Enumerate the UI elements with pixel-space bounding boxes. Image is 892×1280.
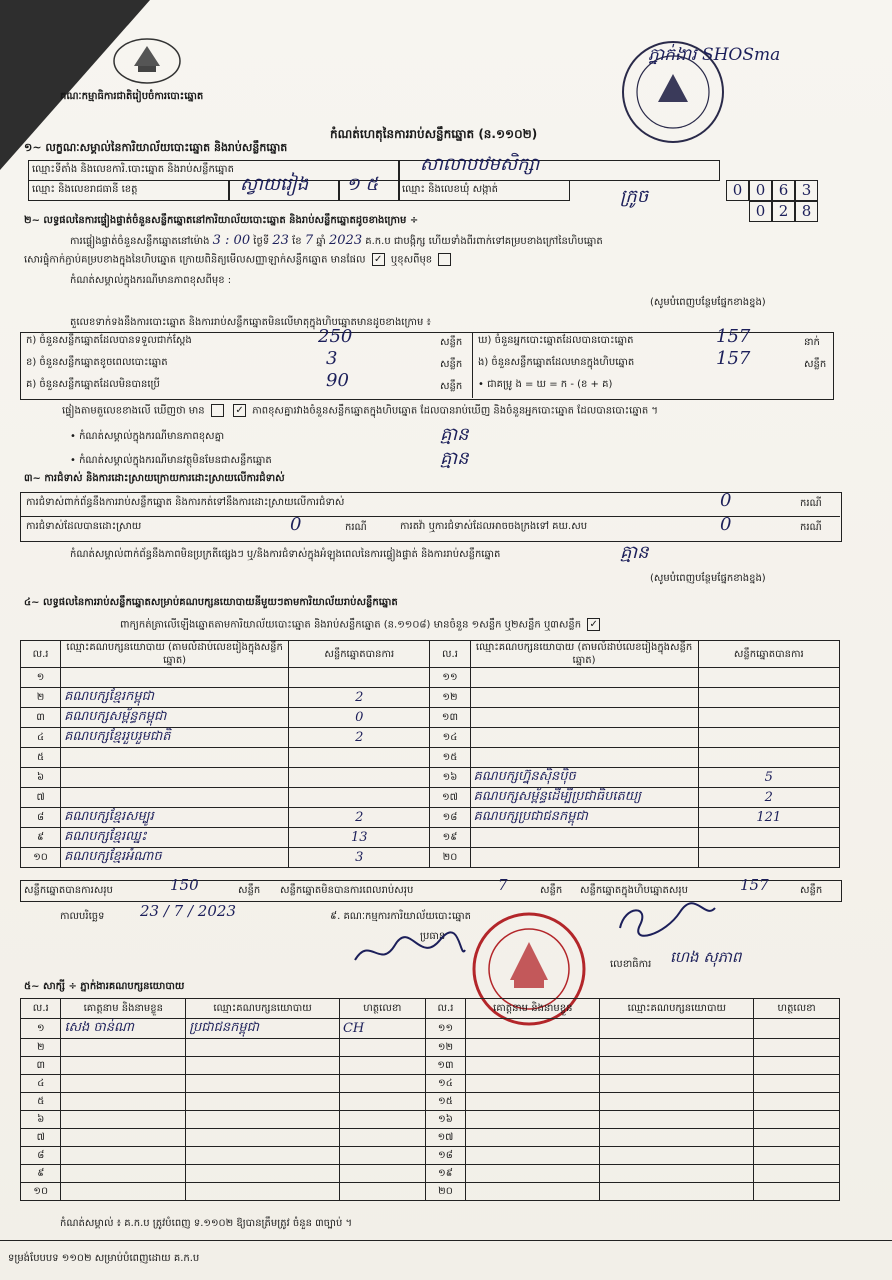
witness-signature xyxy=(754,1057,840,1075)
section3-row2-label: ការជំទាស់ដែលបានដោះស្រាយ xyxy=(26,521,142,532)
table-row xyxy=(21,1075,840,1093)
footer-rule xyxy=(0,1240,892,1241)
total-box-label: សន្លឹកឆ្នោតក្នុងហិបឆ្នោតសរុប xyxy=(580,885,688,896)
table-row xyxy=(21,1129,840,1147)
vote-count xyxy=(698,728,839,748)
code-digit: 0 xyxy=(749,201,772,222)
table-row xyxy=(21,1111,840,1129)
code-digit: 8 xyxy=(795,201,818,222)
total-valid-label: សន្លឹកឆ្នោតបានការសរុប xyxy=(24,885,113,896)
vote-count: 3 xyxy=(289,848,430,868)
party-name: គណបក្សសម្ព័ន្ធដើម្បីប្រជាធិបតេយ្យ xyxy=(470,788,698,808)
witness-signature xyxy=(339,1147,425,1165)
witness-signature xyxy=(754,1147,840,1165)
witness-signature xyxy=(339,1183,425,1201)
row-no: ១៨ xyxy=(430,808,470,828)
section3-unit: ករណី xyxy=(345,522,367,533)
table-row xyxy=(21,748,840,768)
witness-name xyxy=(61,1075,186,1093)
witness-party xyxy=(600,1057,754,1075)
note-b-value: គ្មាន xyxy=(440,448,469,469)
section3-row2-right-value: 0 xyxy=(720,514,732,535)
vote-count: 2 xyxy=(289,688,430,708)
row-no: ១៤ xyxy=(430,728,470,748)
year-value: 2023 xyxy=(329,233,363,248)
section4-title: ៤~ លទ្ធផលនៃការរាប់សន្លឹកឆ្នោតសម្រាប់គណបក្សនយោបាយនីមួយៗតាមការិយាល័យរាប់សន្លឹកឆ្នោត xyxy=(24,597,398,608)
party-name: គណបក្សប្រជាជនកម្ពុជា xyxy=(470,808,698,828)
president-signature-icon xyxy=(350,930,470,975)
code-digit: 6 xyxy=(772,180,795,201)
witness-name xyxy=(466,1019,600,1039)
compare-line: ផ្ទៀងតាមតួលេខខាងលើ ឃើញថា មាន ✓ ភាពខុសគ្នារវាងចំនួនសន្លឹកឆ្នោតក្នុងហិបឆ្នោត ដែលបានរាប់ឃើញ និងចំនួនអ្នកបោះឆ្នោត ដែលបានបោះឆ្នោត ។ xyxy=(62,405,658,417)
col-name: គោត្តនាម និងនាមខ្លួន xyxy=(61,999,186,1019)
col-party: ឈ្មោះគណបក្សនយោបាយ (តាមលំដាប់លេខរៀងក្នុងសន្លឹកឆ្នោត) xyxy=(61,641,289,668)
day-value: 23 xyxy=(272,233,289,248)
committee-name: គណៈកម្មាធិការជាតិរៀបចំការបោះឆ្នោត xyxy=(60,91,204,102)
witness-name xyxy=(466,1057,600,1075)
witness-party xyxy=(186,1165,340,1183)
row-no: ១៧ xyxy=(430,788,470,808)
witness-name xyxy=(61,1129,186,1147)
witness-party xyxy=(600,1075,754,1093)
compare-no-checkbox[interactable]: ✓ xyxy=(233,404,246,417)
party-name xyxy=(470,828,698,848)
section2-title: ២~ លទ្ធផលនៃការផ្ទៀងផ្ទាត់ចំនួនសន្លឹកឆ្នោតនៅការិយាល័យបោះឆ្នោត និងរាប់សន្លឹកឆ្នោតដូចខាងក្រោម ÷ xyxy=(24,215,419,226)
row-no: ៥ xyxy=(21,748,61,768)
witness-signature xyxy=(339,1111,425,1129)
party-name xyxy=(470,708,698,728)
col-party: ឈ្មោះគណបក្សនយោបាយ xyxy=(186,999,340,1019)
row-no: ១៥ xyxy=(425,1093,465,1111)
witness-party xyxy=(186,1093,340,1111)
time-value: 3 : 00 xyxy=(212,233,251,248)
section2-note-hint: (សូមបំពេញបន្ថែមផ្នែកខាងខ្នង) xyxy=(650,297,766,308)
vote-count xyxy=(289,768,430,788)
month-value: 7 xyxy=(304,233,314,248)
vote-count xyxy=(289,748,430,768)
row-no: ១ xyxy=(21,1019,61,1039)
witness-name xyxy=(466,1183,600,1201)
section1-row1-label: ឈ្មោះទីតាំង និងលេខការិ.បោះឆ្នោត និងរាប់សន្លឹកឆ្នោត xyxy=(32,164,234,175)
witness-signature xyxy=(754,1183,840,1201)
row-no: ៧ xyxy=(21,1129,61,1147)
totals-unit: សន្លឹក xyxy=(540,885,563,896)
witness-signature xyxy=(339,1165,425,1183)
table-row xyxy=(21,1165,840,1183)
results-table xyxy=(20,640,840,868)
row-no: ១៣ xyxy=(430,708,470,728)
row-no: ៣ xyxy=(21,708,61,728)
vote-count xyxy=(289,788,430,808)
row-no: ៩ xyxy=(21,828,61,848)
vote-count xyxy=(698,708,839,728)
party-name: គណបក្សខ្មែររួបរួមជាតិ xyxy=(61,728,289,748)
witness-name xyxy=(61,1093,186,1111)
section3-note-value: គ្មាន xyxy=(620,542,649,563)
table-row xyxy=(21,728,840,748)
col-no: ល.រ xyxy=(21,999,61,1019)
section3-note-hint: (សូមបំពេញបន្ថែមផ្នែកខាងខ្នង) xyxy=(650,573,766,584)
row-no: ១ xyxy=(21,668,61,688)
section3-unit: ករណី xyxy=(800,522,822,533)
table-row xyxy=(21,708,840,728)
note-a: • កំណត់សម្គាល់ក្នុងករណីមានភាពខុសគ្នា xyxy=(70,431,225,442)
witness-party xyxy=(600,1019,754,1039)
witness-name xyxy=(61,1165,186,1183)
witness-signature xyxy=(339,1093,425,1111)
date-label: កាលបរិច្ឆេទ xyxy=(60,911,105,922)
row-no: ២០ xyxy=(425,1183,465,1201)
tally-a-unit: សន្លឹក xyxy=(440,337,463,348)
witness-party xyxy=(186,1057,340,1075)
party-name xyxy=(470,668,698,688)
witness-name: សេង ចាន់ណា xyxy=(61,1019,186,1039)
row-no: ៦ xyxy=(21,768,61,788)
witness-signature xyxy=(754,1129,840,1147)
row-no: ៥ xyxy=(21,1093,61,1111)
witness-signature xyxy=(754,1019,840,1039)
witness-party: ប្រជាជនកម្ពុជា xyxy=(186,1019,340,1039)
vote-count: 2 xyxy=(698,788,839,808)
witness-party xyxy=(186,1129,340,1147)
row-no: ១១ xyxy=(425,1019,465,1039)
tally-e-unit: សន្លឹក xyxy=(804,359,827,370)
row-no: ២០ xyxy=(430,848,470,868)
code-digit: 0 xyxy=(726,180,749,201)
table-row xyxy=(21,1019,840,1039)
nec-logo-icon xyxy=(112,36,182,86)
table-row xyxy=(21,1057,840,1075)
results-body xyxy=(21,668,840,868)
secretary-label: លេខាធិការ xyxy=(610,959,652,970)
party-name xyxy=(61,788,289,808)
table-row xyxy=(21,688,840,708)
totals-unit: សន្លឹក xyxy=(238,885,261,896)
witness-party xyxy=(600,1111,754,1129)
row-no: ៩ xyxy=(21,1165,61,1183)
party-name: គណបក្សសម្ព័ន្ធកម្ពុជា xyxy=(61,708,289,728)
row-no: ៧ xyxy=(21,788,61,808)
table-row xyxy=(21,668,840,688)
witness-party xyxy=(600,1165,754,1183)
section3-note: កំណត់សម្គាល់ពាក់ព័ន្ធនឹងភាពមិនប្រក្រតីផ្សេងៗ ឬ/និងការជំទាស់ក្នុងអំឡុងពេលនៃការផ្ទៀងផ្ទាត់ និងការរាប់សន្លឹកឆ្នោត xyxy=(70,549,501,560)
row-no: ២ xyxy=(21,1039,61,1057)
section3-row1-value: 0 xyxy=(720,490,732,511)
table-row xyxy=(21,1039,840,1057)
witness-name xyxy=(61,1183,186,1201)
tally-e-label: ង) ចំនួនសន្លឹកឆ្នោតដែលមានក្នុងហិបឆ្នោត xyxy=(478,357,635,368)
party-name: គណបក្សខ្មែរអំណាច xyxy=(61,848,289,868)
row-no: ១២ xyxy=(425,1039,465,1057)
table-row xyxy=(21,808,840,828)
note-a-value: គ្មាន xyxy=(440,424,469,445)
col-no: ល.រ xyxy=(21,641,61,668)
col-sign: ហត្ថលេខា xyxy=(754,999,840,1019)
section3-row2-value: 0 xyxy=(290,514,302,535)
party-name xyxy=(470,848,698,868)
date-value: 23 / 7 / 2023 xyxy=(140,902,236,920)
tally-a-label: ក) ចំនួនសន្លឹកឆ្នោតដែលបានទទួលជាក់ស្តែង xyxy=(26,335,192,346)
table-row xyxy=(21,1093,840,1111)
col-name: គោត្តនាម និងនាមខ្លួន xyxy=(466,999,600,1019)
province-code: ១ ៥ xyxy=(346,174,379,195)
witness-party xyxy=(186,1075,340,1093)
witness-signature xyxy=(754,1075,840,1093)
sheet-count-3-checkbox[interactable]: ✓ xyxy=(587,618,600,631)
row-no: ១៦ xyxy=(425,1111,465,1129)
row-no: ១៧ xyxy=(425,1129,465,1147)
section2-note-label: កំណត់សម្គាល់ក្នុងករណីមានភាពខុសពីមុខ : xyxy=(70,275,232,286)
totals-box xyxy=(20,876,842,902)
witness-body xyxy=(21,1019,840,1201)
row-no: ១៣ xyxy=(425,1057,465,1075)
row-no: ៨ xyxy=(21,808,61,828)
vote-count xyxy=(289,668,430,688)
witness-name xyxy=(466,1165,600,1183)
tally-e-value: 157 xyxy=(716,348,751,369)
vote-count xyxy=(698,688,839,708)
seal-ok-checkbox[interactable]: ✓ xyxy=(372,253,385,266)
witness-name xyxy=(466,1093,600,1111)
vote-count xyxy=(698,668,839,688)
compare-yes-checkbox[interactable] xyxy=(211,404,224,417)
witness-party xyxy=(600,1093,754,1111)
witness-party xyxy=(600,1039,754,1057)
time-line: ការផ្ទៀងផ្ទាត់ចំនួនសន្លឹកឆ្នោតនៅម៉ោង 3 : 00 ថ្ងៃទី 23 ខែ 7 ឆ្នាំ 2023 គ.ក.ប ជាបងិ្កក្ស ហើយទាំងពីរពាក់ទៅគម្របខាងក្រៅនៃហិបឆ្នោត xyxy=(70,233,603,248)
tally-d-value: 157 xyxy=(716,326,751,347)
witness-name xyxy=(61,1057,186,1075)
witness-signature xyxy=(754,1039,840,1057)
witness-name xyxy=(466,1039,600,1057)
row-no: ១៩ xyxy=(430,828,470,848)
col-votes: សន្លឹកឆ្នោតបានការ xyxy=(698,641,839,668)
row-no: ១០ xyxy=(21,848,61,868)
table-row xyxy=(21,788,840,808)
party-name: គណបក្សខ្មែរសម្បូរ xyxy=(61,808,289,828)
row-no: ១៦ xyxy=(430,768,470,788)
section3-row2-right-label: ការតវ៉ា ឬការជំទាស់ដែលអាចចងក្រងទៅ គឃ.សប xyxy=(400,521,588,532)
witness-party xyxy=(600,1183,754,1201)
witness-signature xyxy=(754,1093,840,1111)
witness-party xyxy=(186,1147,340,1165)
col-party: ឈ្មោះគណបក្សនយោបាយ xyxy=(600,999,754,1019)
total-box-value: 157 xyxy=(740,876,769,894)
vote-count: 13 xyxy=(289,828,430,848)
tally-c-unit: សន្លឹក xyxy=(440,381,463,392)
vote-count xyxy=(698,828,839,848)
col-no: ល.រ xyxy=(425,999,465,1019)
table-row xyxy=(21,828,840,848)
section1-row1-value: សាលាបឋមសិក្សា xyxy=(420,154,540,175)
total-invalid-value: 7 xyxy=(498,876,508,894)
commune-label: ឈ្មោះ និងលេខឃុំ សង្កាត់ xyxy=(402,184,498,195)
witness-party xyxy=(600,1147,754,1165)
party-name xyxy=(470,688,698,708)
section5-title: ៥~ សាក្សី ÷ ភ្នាក់ងារគណបក្សនយោបាយ xyxy=(24,981,185,992)
vote-count: 5 xyxy=(698,768,839,788)
witness-name xyxy=(466,1075,600,1093)
witness-party xyxy=(186,1039,340,1057)
witness-name xyxy=(61,1111,186,1129)
total-invalid-label: សន្លឹកឆ្នោតមិនបានការពេលរាប់សរុប xyxy=(280,885,414,896)
table-row xyxy=(21,768,840,788)
party-name xyxy=(61,748,289,768)
row-no: ១០ xyxy=(21,1183,61,1201)
section3-row1-label: ការជំទាស់ពាក់ព័ន្ធនឹងការរាប់សន្លឹកឆ្នោត និងការកត់ទៅនឹងការដោះស្រាយលើការជំទាស់ xyxy=(26,497,345,508)
party-name: គណបក្សខ្មែរឈ្នះ xyxy=(61,828,289,848)
table-row xyxy=(21,848,840,868)
col-votes: សន្លឹកឆ្នោតបានការ xyxy=(289,641,430,668)
witness-name xyxy=(61,1039,186,1057)
witness-signature xyxy=(339,1039,425,1057)
row-no: ១៩ xyxy=(425,1165,465,1183)
row-no: ៣ xyxy=(21,1057,61,1075)
row-no: ៦ xyxy=(21,1111,61,1129)
witness-signature xyxy=(339,1057,425,1075)
witness-name xyxy=(466,1129,600,1147)
row-no: ៨ xyxy=(21,1147,61,1165)
row-no: ១២ xyxy=(430,688,470,708)
col-no: ល.រ xyxy=(430,641,470,668)
vote-count: 2 xyxy=(289,728,430,748)
witness-signature xyxy=(754,1111,840,1129)
totals-unit: សន្លឹក xyxy=(800,885,823,896)
witness-signature xyxy=(339,1129,425,1147)
col-sign: ហត្ថលេខា xyxy=(339,999,425,1019)
party-name xyxy=(61,768,289,788)
tally-d-label: ឃ) ចំនួនអ្នកបោះឆ្នោតដែលបានបោះឆ្នោត xyxy=(478,335,634,346)
tally-b-label: ខ) ចំនួនសន្លឹកឆ្នោតខូចពេលបោះឆ្នោត xyxy=(26,357,168,368)
party-name xyxy=(470,748,698,768)
witness-party xyxy=(186,1183,340,1201)
seal-diff-checkbox[interactable] xyxy=(438,253,451,266)
total-valid-value: 150 xyxy=(170,876,199,894)
party-name xyxy=(470,728,698,748)
row-no: ១៤ xyxy=(425,1075,465,1093)
seal-line: សោរផ្ទុំកាក់ភ្ជាប់គម្របខាងក្នុងនៃហិបឆ្នោត ក្រោយពិនិត្យមើលសញ្ញាឡាក់សន្លឹកឆ្នោត មានផែល ✓ ឬខុសពីមុខ xyxy=(24,253,454,268)
section4-subtitle: ពាក្យកត់ត្រាលើឡើងឆ្នោតតាមការិយាល័យបោះឆ្នោត និងរាប់សន្លឹកឆ្នោត (ន.១១០៨) មានចំនួន ១សន្លឹក ឬ២សន្លឹក ឬ៣សន្លឹក ✓ xyxy=(120,618,603,633)
witness-name xyxy=(466,1147,600,1165)
tally-c-value: 90 xyxy=(326,370,349,391)
form-title: កំណត់ហេតុនៃការរាប់សន្លឹកឆ្នោត (ន.១១០២) xyxy=(330,127,538,141)
code-digit: 2 xyxy=(772,201,795,222)
vote-count xyxy=(698,848,839,868)
code-digit: 0 xyxy=(749,180,772,201)
stamp-handwriting: ភ្នាក់ងារ SHOSma xyxy=(648,45,781,65)
province-value: ស្វាយរៀង xyxy=(240,174,309,195)
witness-table xyxy=(20,998,840,1201)
tally-b-value: 3 xyxy=(326,348,338,369)
col-party: ឈ្មោះគណបក្សនយោបាយ (តាមលំដាប់លេខរៀងក្នុងសន្លឹកឆ្នោត) xyxy=(470,641,698,668)
witness-signature xyxy=(754,1165,840,1183)
table-row xyxy=(21,1183,840,1201)
row-no: ១១ xyxy=(430,668,470,688)
note-b: • កំណត់សម្គាល់ក្នុងករណីមានវត្ថុមិនមែនជាសន្លឹកឆ្នោត xyxy=(70,455,272,466)
tally-formula: • ជាគម្រូ ង = ឃ = ក - (ខ + គ) xyxy=(478,379,613,390)
vote-count xyxy=(698,748,839,768)
tally-b-unit: សន្លឹក xyxy=(440,359,463,370)
row-no: ១៨ xyxy=(425,1147,465,1165)
section3-title: ៣~ ការជំទាស់ និងការដោះស្រាយក្រោយការដោះស្រាយលើការជំទាស់ xyxy=(24,473,285,484)
witness-signature: CH xyxy=(339,1019,425,1039)
tally-a-value: 250 xyxy=(318,326,353,347)
row-no: ៤ xyxy=(21,728,61,748)
witness-signature xyxy=(339,1075,425,1093)
section3-divider xyxy=(20,516,840,517)
row-no: ១៥ xyxy=(430,748,470,768)
witness-name xyxy=(61,1147,186,1165)
section3-unit: ករណី xyxy=(800,498,822,509)
vote-count: 0 xyxy=(289,708,430,728)
party-name: គណបក្សហ្វ៊ុនស៊ិនប៉ិច xyxy=(470,768,698,788)
vote-count: 121 xyxy=(698,808,839,828)
party-name xyxy=(61,668,289,688)
section1-title: ១~ លក្ខណៈសម្គាល់នៃការិយាល័យបោះឆ្នោត និងរាប់សន្លឹកឆ្នោត xyxy=(24,141,288,154)
row-no: ២ xyxy=(21,688,61,708)
vote-count: 2 xyxy=(289,808,430,828)
tally-d-unit: នាក់ xyxy=(804,337,820,348)
commune-value: ក្រូច xyxy=(620,186,649,207)
committee-label: ៩. គណៈកម្មការការិយាល័យបោះឆ្នោត xyxy=(330,911,472,922)
footer-text: ទម្រង់បែបបទ ១១០២ សម្រាប់បំពេញដោយ គ.ក.ប xyxy=(8,1253,200,1264)
code-digit: 3 xyxy=(795,180,818,201)
footnote: កំណត់សម្គាល់ ៖ គ.ក.ប ត្រូវបំពេញ ទ.១១០២ ឱ្យបានត្រឹមត្រូវ ចំនួន ៣ច្បាប់ ។ xyxy=(60,1218,353,1229)
tally-divider xyxy=(472,332,473,398)
table-row xyxy=(21,1147,840,1165)
president-label: ប្រធាន xyxy=(420,931,446,942)
witness-party xyxy=(600,1129,754,1147)
tally-c-label: គ) ចំនួនសន្លឹកឆ្នោតដែលមិនបានប្រើ xyxy=(26,379,160,390)
witness-name xyxy=(466,1111,600,1129)
secretary-name: ហេង សុភាព xyxy=(670,948,742,966)
witness-party xyxy=(186,1111,340,1129)
section2-intro: តួលេខទាក់ទងនឹងការបោះឆ្នោត និងការរាប់សន្លឹកឆ្នោតមិនលើមាតុក្នុងហិបឆ្នោតមានដូចខាងក្រោម ៖ xyxy=(70,317,431,328)
secretary-signature-icon xyxy=(610,900,720,940)
row-no: ៤ xyxy=(21,1075,61,1093)
party-name: គណបក្សខ្មែរកម្ពុជា xyxy=(61,688,289,708)
section1-row2-label: ឈ្មោះ និងលេខរាជធានី ខេត្ត xyxy=(32,184,138,195)
